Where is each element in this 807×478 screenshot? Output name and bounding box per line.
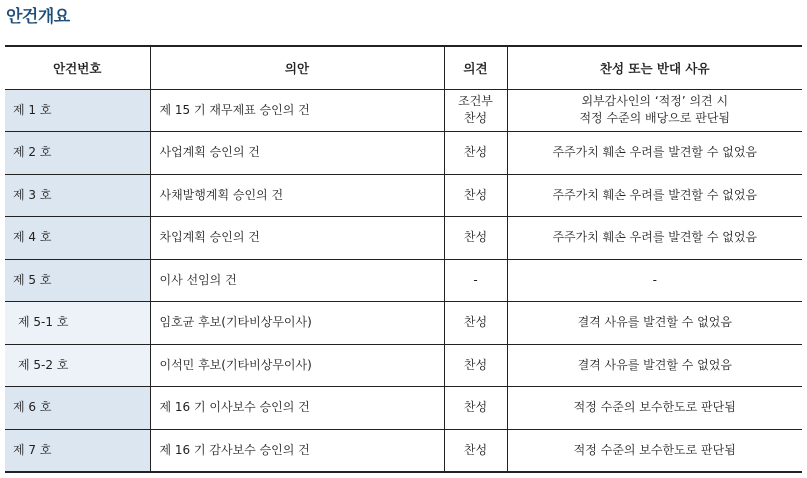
reason-cell (507, 429, 802, 472)
reason-cell (507, 89, 802, 132)
agenda-number-cell: 제 5-1 호 (5, 302, 150, 345)
opinion-cell (444, 302, 507, 345)
proposal-cell: 이석민 후보(기타비상무이사) (150, 344, 444, 387)
reason-cell (507, 132, 802, 175)
table-body (5, 89, 802, 472)
proposal-cell: 제 15 기 재무제표 승인의 건 (150, 89, 444, 132)
reason-cell (507, 174, 802, 217)
reason-cell (507, 259, 802, 302)
opinion-line: 찬성 (463, 230, 488, 245)
opinion-cell (444, 259, 507, 302)
agenda-number-cell: 제 5-2 호 (5, 344, 150, 387)
agenda-number-cell: 제 2 호 (5, 132, 150, 175)
reason-line: 주주가치 훼손 우려를 발견할 수 없었음 (552, 145, 758, 160)
agenda-number-cell: 제 6 호 (5, 387, 150, 430)
header-proposal: 의안 (150, 46, 444, 89)
table-row (5, 429, 802, 472)
reason-line: 주주가치 훼손 우려를 발견할 수 없었음 (552, 230, 758, 245)
reason-line: - (652, 272, 657, 287)
agenda-number-cell: 제 4 호 (5, 217, 150, 260)
agenda-table (5, 45, 802, 473)
proposal-cell: 사채발행계획 승인의 건 (150, 174, 444, 217)
opinion-line: 조건부 (458, 94, 493, 109)
table-row (5, 89, 802, 132)
reason-line: 적정 수준의 보수한도로 판단됨 (573, 400, 736, 415)
table-row (5, 259, 802, 302)
opinion-cell (444, 429, 507, 472)
section-title: 안건개요 (6, 7, 70, 27)
agenda-number-cell: 제 5 호 (5, 259, 150, 302)
header-agenda-number: 안건번호 (5, 46, 150, 89)
header-reason: 찬성 또는 반대 사유 (507, 46, 802, 89)
opinion-cell (444, 344, 507, 387)
header-opinion: 의견 (444, 46, 507, 89)
opinion-cell (444, 387, 507, 430)
opinion-cell (444, 132, 507, 175)
agenda-number-cell: 제 7 호 (5, 429, 150, 472)
opinion-line: 찬성 (463, 400, 488, 415)
opinion-line: 찬성 (463, 145, 488, 160)
reason-cell (507, 217, 802, 260)
reason-line: 적정 수준의 배당으로 판단됨 (579, 111, 731, 126)
reason-cell (507, 387, 802, 430)
opinion-cell (444, 217, 507, 260)
opinion-line: 찬성 (463, 187, 488, 202)
proposal-cell: 차입계획 승인의 건 (150, 217, 444, 260)
table-row (5, 302, 802, 345)
opinion-line: - (473, 272, 478, 287)
proposal-cell: 임호균 후보(기타비상무이사) (150, 302, 444, 345)
opinion-cell (444, 174, 507, 217)
reason-line: 주주가치 훼손 우려를 발견할 수 없었음 (552, 187, 758, 202)
table-row (5, 387, 802, 430)
agenda-number-cell: 제 3 호 (5, 174, 150, 217)
table-row (5, 344, 802, 387)
reason-line: 결격 사유를 발견할 수 없었음 (577, 315, 732, 330)
opinion-line: 찬성 (463, 357, 488, 372)
table-row (5, 132, 802, 175)
proposal-cell: 이사 선임의 건 (150, 259, 444, 302)
reason-line: 적정 수준의 보수한도로 판단됨 (573, 442, 736, 457)
proposal-cell: 사업계획 승인의 건 (150, 132, 444, 175)
opinion-cell (444, 89, 507, 132)
reason-cell (507, 344, 802, 387)
agenda-number-cell: 제 1 호 (5, 89, 150, 132)
opinion-line: 찬성 (463, 315, 488, 330)
table-row (5, 174, 802, 217)
reason-line: 결격 사유를 발견할 수 없었음 (577, 357, 732, 372)
reason-cell (507, 302, 802, 345)
table-header-row (5, 46, 802, 89)
proposal-cell: 제 16 기 감사보수 승인의 건 (150, 429, 444, 472)
table-row (5, 217, 802, 260)
opinion-line: 찬성 (463, 442, 488, 457)
proposal-cell: 제 16 기 이사보수 승인의 건 (150, 387, 444, 430)
opinion-line: 찬성 (463, 111, 488, 126)
reason-line: 외부감사인의 ‘적정’ 의견 시 (581, 94, 729, 109)
